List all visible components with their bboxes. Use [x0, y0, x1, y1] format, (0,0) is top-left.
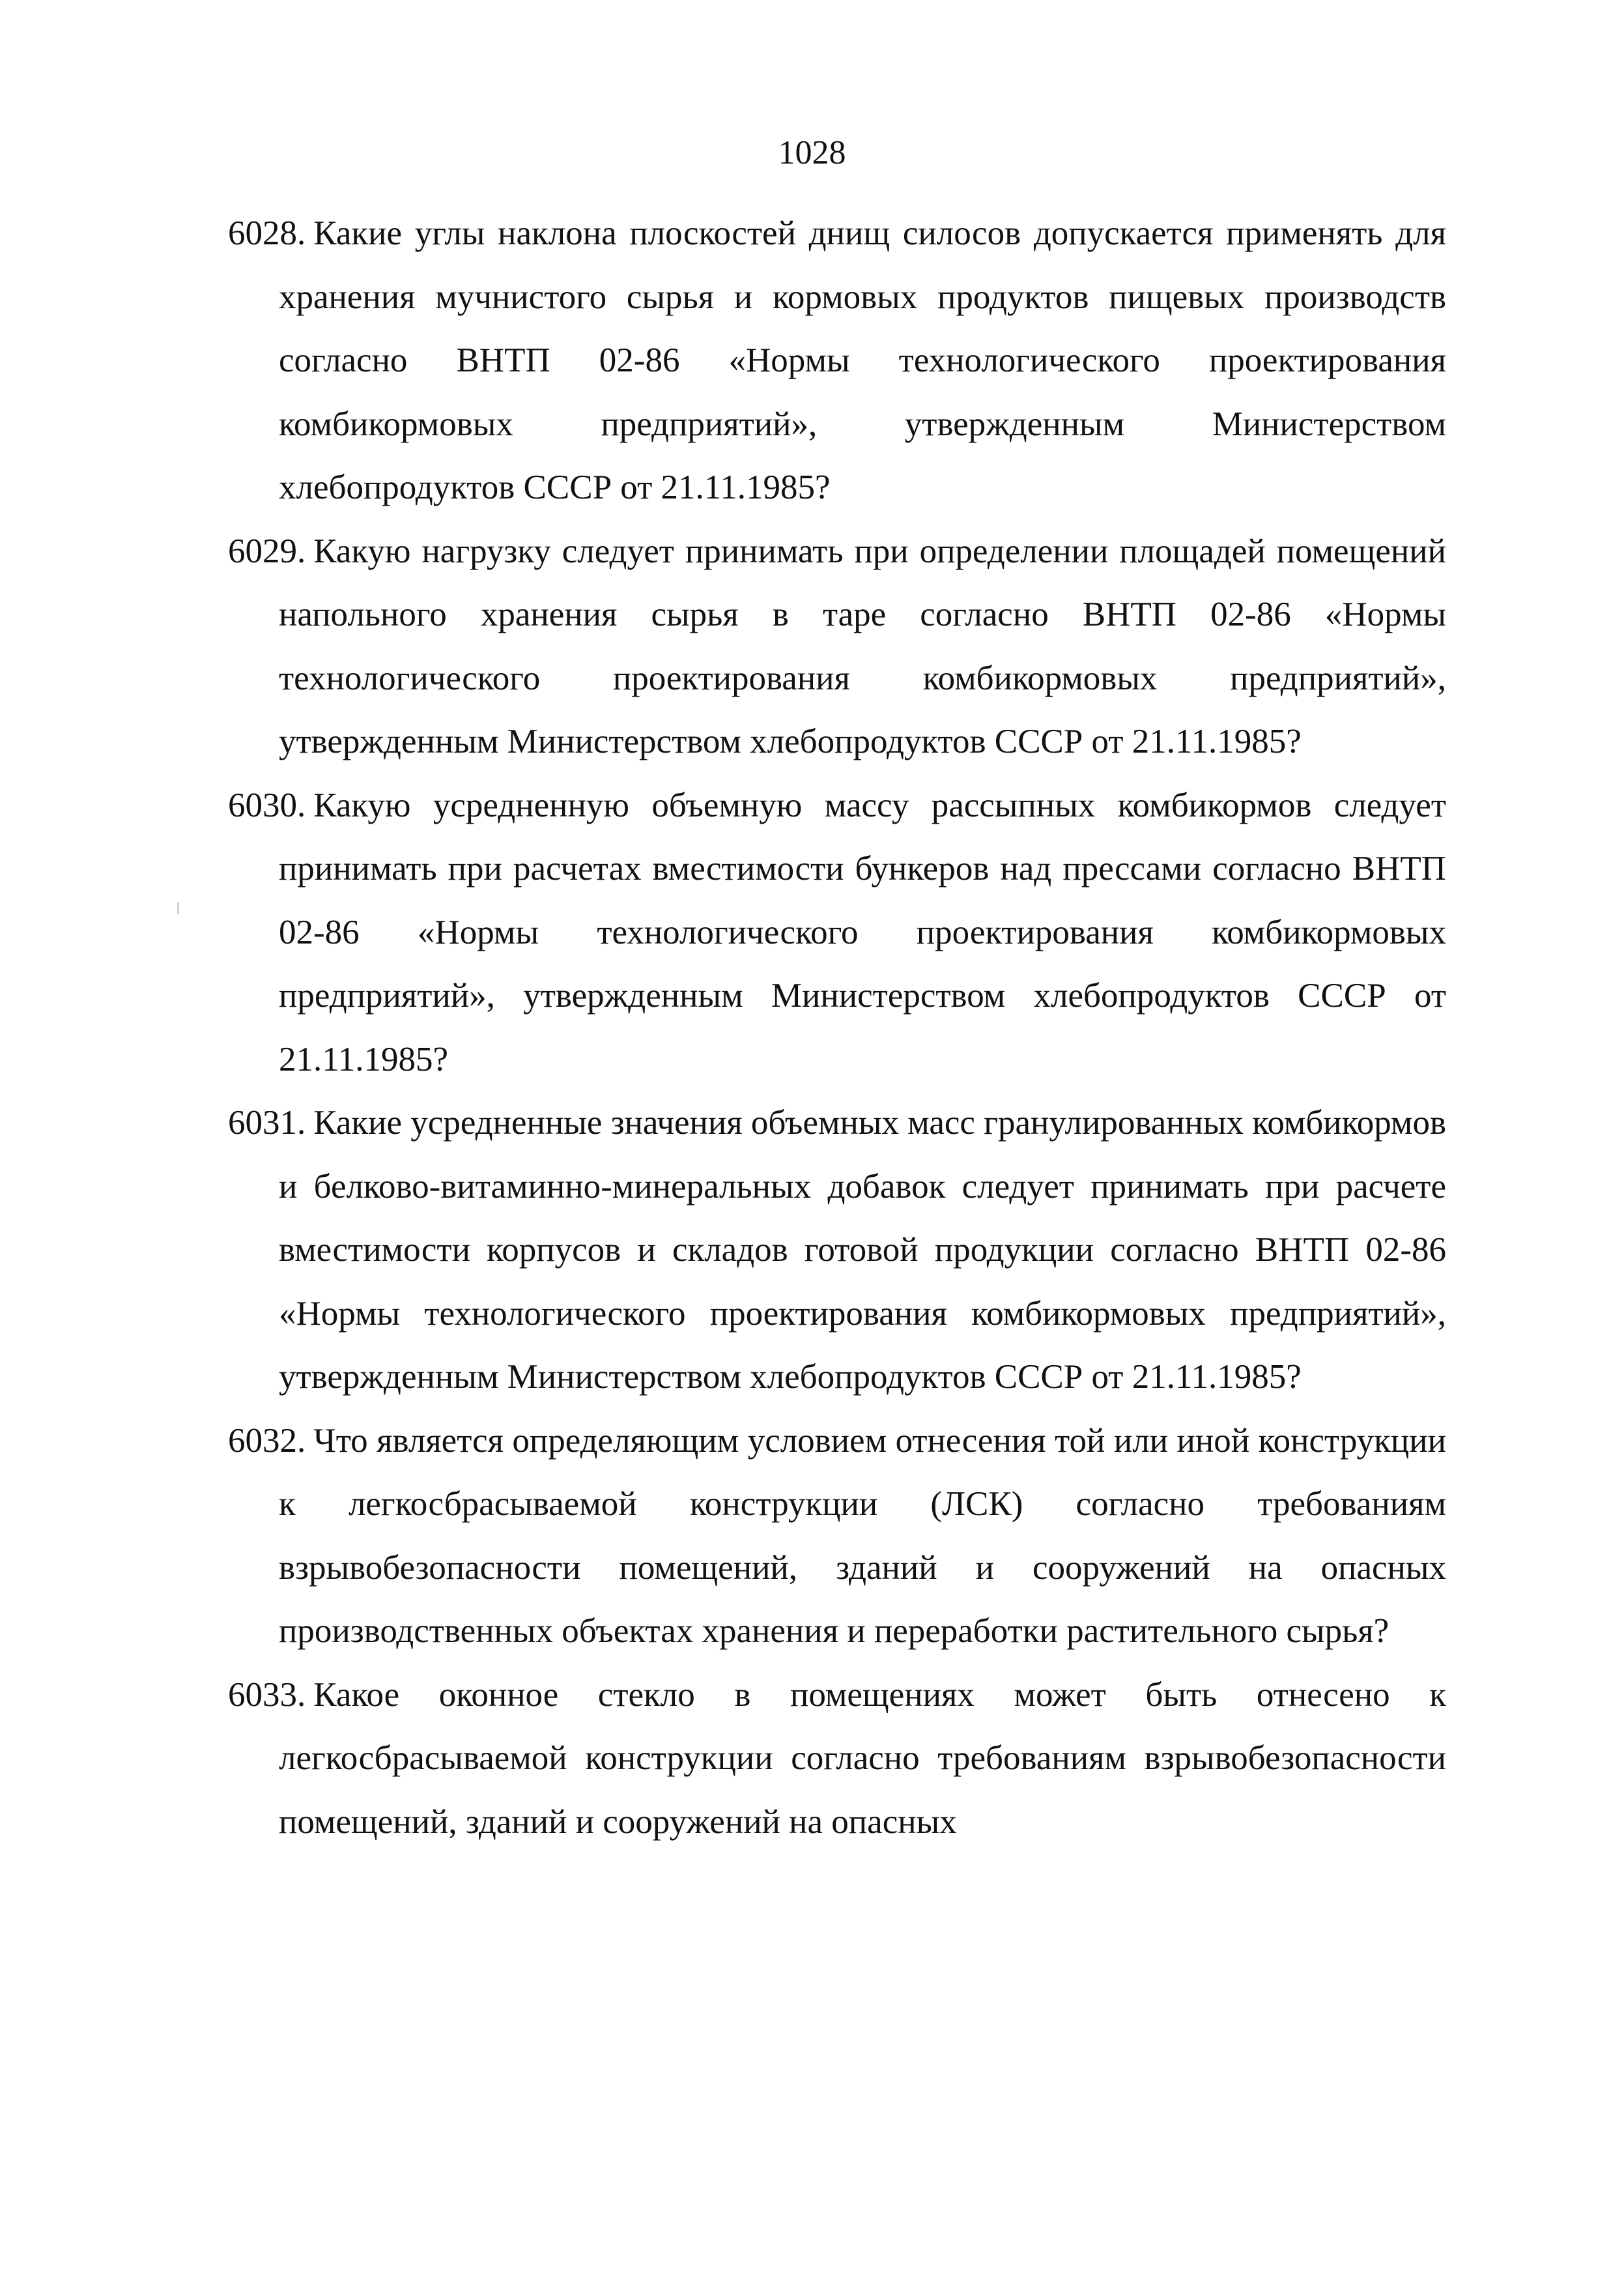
question-text: Какую нагрузку следует принимать при определении площадей помещений напольного хранения сырья в таре согласно ВНТП 02-86 «Нормы технологического проектирования комбикормовых предприятий», утвержденным Министерством хлебопродуктов СССР от 21.11.1985? — [279, 532, 1446, 760]
question-number: 6028. — [228, 214, 306, 252]
question-number: 6033. — [228, 1675, 306, 1714]
question-item — [228, 520, 1446, 774]
question-item — [228, 774, 1446, 1092]
question-number: 6031. — [228, 1104, 306, 1142]
question-list — [228, 202, 1446, 1854]
question-number: 6030. — [228, 786, 306, 824]
question-item — [228, 1409, 1446, 1664]
scan-artifact — [177, 902, 179, 914]
question-number: 6029. — [228, 532, 306, 570]
question-text: Какое оконное стекло в помещениях может быть отнесено к легкосбрасываемой конструкции согласно требованиям взрывобезопасности помещений, зданий и сооружений на опасных — [279, 1675, 1446, 1841]
question-text: Какие углы наклона плоскостей днищ силосов допускается применять для хранения мучнистого сырья и кормовых продуктов пищевых производств согласно ВНТП 02-86 «Нормы технологического проектирования комбикормовых предприятий», утвержденным Министерством хлебопродуктов СССР от 21.11.1985? — [279, 214, 1446, 506]
question-number: 6032. — [228, 1421, 306, 1460]
question-text: Какие усредненные значения объемных масс гранулированных комбикормов и белково-витаминно-минеральных добавок следует принимать при расчете вместимости корпусов и складов готовой продукции согласно ВНТП 02-86 «Нормы технологического проектирования комбикормовых предприятий», утвержденным Министерством хлебопродуктов СССР от 21.11.1985? — [279, 1104, 1446, 1396]
question-text: Что является определяющим условием отнесения той или иной конструкции к легкосбрасываемой конструкции (ЛСК) согласно требованиям взрывобезопасности помещений, зданий и сооружений на опасных производственных объектах хранения и переработки растительного сырья? — [279, 1421, 1446, 1650]
question-item — [228, 1091, 1446, 1409]
question-item — [228, 1664, 1446, 1855]
question-item — [228, 202, 1446, 520]
question-text: Какую усредненную объемную массу рассыпных комбикормов следует принимать при расчетах вместимости бункеров над прессами согласно ВНТП 02-86 «Нормы технологического проектирования комбикормовых предприятий», утвержденным Министерством хлебопродуктов СССР от 21.11.1985? — [279, 786, 1446, 1078]
page-number: 1028 — [778, 134, 846, 171]
